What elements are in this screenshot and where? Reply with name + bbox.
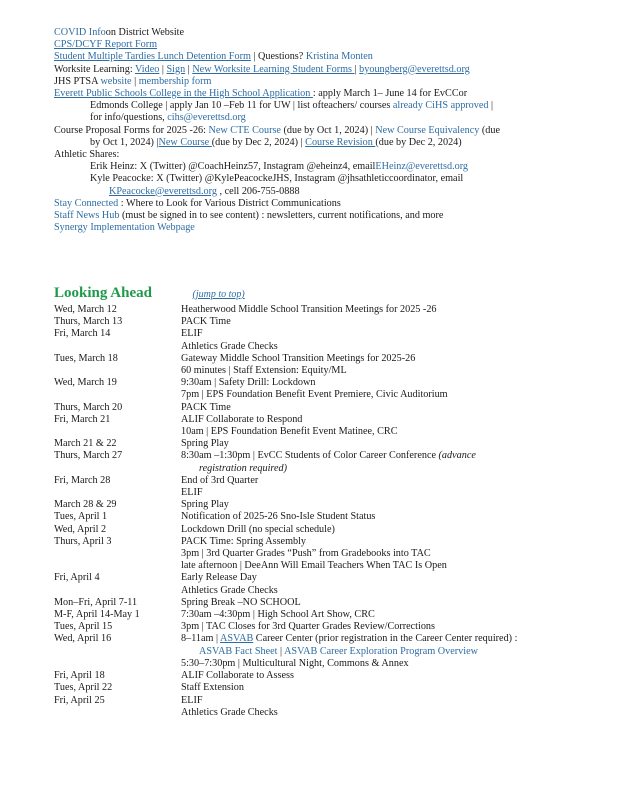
schedule-events bbox=[181, 621, 594, 633]
erik-email-link[interactable]: EHeinz@everettsd.org bbox=[375, 161, 469, 173]
schedule-row bbox=[54, 328, 594, 352]
schedule-events bbox=[181, 511, 594, 523]
schedule-event: Lockdown Drill (no special schedule) bbox=[181, 523, 335, 535]
tardies-line bbox=[54, 51, 594, 63]
schedule-event: 8–11am | ASVAB Career Center (prior registration in the Career Center required) : bbox=[181, 633, 518, 645]
schedule-event: Athletics Grade Checks bbox=[181, 584, 278, 596]
schedule-date: Tues, April 22 bbox=[54, 682, 113, 694]
schedule-events bbox=[181, 572, 594, 596]
schedule-row bbox=[54, 597, 594, 609]
new-course-link[interactable]: New Course bbox=[158, 136, 212, 148]
asvab-fact-sheet-link[interactable]: ASVAB Fact Sheet bbox=[199, 645, 278, 657]
schedule-row bbox=[54, 304, 594, 316]
kyle-cell: , cell 206-755-0888 bbox=[216, 185, 300, 197]
schedule-row bbox=[54, 524, 594, 536]
schedule-date: Wed, March 12 bbox=[54, 304, 117, 315]
schedule-event: ELIF bbox=[181, 328, 203, 340]
jump-to-top-link[interactable]: (jump to top) bbox=[192, 289, 245, 300]
worksite-forms-link[interactable]: New Worksite Learning Student Forms bbox=[192, 63, 355, 75]
schedule-event: PACK Time: Spring Assembly bbox=[181, 535, 307, 547]
stay-text: : Where to Look for Various District Communications bbox=[120, 197, 341, 209]
schedule-date: Thurs, April 3 bbox=[54, 535, 112, 547]
schedule-events bbox=[181, 695, 594, 719]
schedule-event: PACK Time bbox=[181, 401, 231, 413]
stay-connected-link[interactable]: Stay Connected bbox=[54, 197, 121, 209]
schedule-event: Athletics Grade Checks bbox=[181, 340, 278, 352]
schedule-event: 60 minutes | Staff Extension: Equity/ML bbox=[181, 365, 347, 377]
schedule-note: (advance bbox=[438, 450, 476, 462]
tardies-sep: | Questions? bbox=[250, 51, 306, 63]
course-line2-text: by Oct 1, 2024) | bbox=[90, 136, 159, 148]
synergy-link[interactable]: Synergy Implementation Webpage bbox=[54, 222, 195, 234]
schedule-row bbox=[54, 633, 594, 670]
schedule-date: M-F, April 14-May 1 bbox=[54, 609, 140, 621]
tardies-form-link[interactable]: Student Multiple Tardies Lunch Detention Form bbox=[54, 51, 251, 63]
staff-hub-line bbox=[54, 210, 594, 222]
course-revision-link[interactable]: Course Revision bbox=[305, 136, 376, 148]
ptsa-website-link[interactable]: website bbox=[100, 75, 132, 87]
schedule-events bbox=[181, 682, 594, 694]
schedule-date: March 28 & 29 bbox=[54, 499, 117, 511]
asvab-link[interactable]: ASVAB bbox=[220, 633, 254, 645]
schedule-events bbox=[181, 536, 594, 573]
schedule-events bbox=[181, 609, 594, 621]
schedule-events bbox=[181, 475, 594, 499]
schedule-event: 3pm | TAC Closes for 3rd Quarter Grades Review/Corrections bbox=[181, 621, 435, 633]
new-course-due: (due by Dec 2, 2024) | bbox=[211, 136, 306, 148]
schedule-date: Mon–Fri, April 7-11 bbox=[54, 596, 138, 608]
schedule-row bbox=[54, 438, 594, 450]
asvab-overview-link[interactable]: ASVAB Career Exploration Program Overview bbox=[284, 645, 478, 657]
schedule-date: Fri, March 14 bbox=[54, 328, 111, 340]
cps-line bbox=[54, 39, 594, 51]
schedule-events bbox=[181, 304, 594, 316]
schedule-event: Heatherwood Middle School Transition Meetings for 2025 -26 bbox=[181, 304, 437, 315]
cihs-approved-link[interactable]: already CiHS approved bbox=[392, 100, 489, 112]
schedule-events bbox=[181, 633, 594, 670]
schedule-event: End of 3rd Quarter bbox=[181, 474, 259, 486]
schedule-date: Thurs, March 20 bbox=[54, 401, 123, 413]
schedule-table bbox=[54, 304, 594, 719]
schedule-row bbox=[54, 682, 594, 694]
schedule-event: PACK Time bbox=[181, 316, 231, 328]
schedule-row bbox=[54, 536, 594, 573]
cihs-line-2: Edmonds College | apply Jan 10 –Feb 11 for UW | list ofteachers/ courses already CiHS approved | bbox=[90, 100, 494, 112]
schedule-event: 9:30am | Safety Drill: Lockdown bbox=[181, 377, 316, 389]
course-equivalency-link[interactable]: New Course Equivalency bbox=[375, 124, 480, 136]
schedule-events bbox=[181, 438, 594, 450]
erik-text: Erik Heinz: X (Twitter) @CoachHeinz57, Instagram @eheinz4, email bbox=[90, 161, 376, 173]
schedule-row bbox=[54, 316, 594, 328]
schedule-row bbox=[54, 353, 594, 377]
schedule-row bbox=[54, 621, 594, 633]
schedule-row bbox=[54, 402, 594, 414]
kyle-line-2 bbox=[54, 186, 594, 198]
schedule-event: ALIF Collaborate to Respond bbox=[181, 413, 303, 425]
schedule-event: 7:30am –4:30pm | High School Art Show, CRC bbox=[181, 609, 375, 621]
schedule-event: Athletics Grade Checks bbox=[181, 706, 278, 718]
schedule-date: Tues, April 1 bbox=[54, 511, 108, 523]
schedule-events bbox=[181, 353, 594, 377]
schedule-event: ELIF bbox=[181, 694, 203, 706]
cihs-application-link[interactable]: Everett Public Schools College in the High School Application bbox=[54, 88, 313, 100]
schedule-event: Early Release Day bbox=[181, 572, 257, 584]
schedule-row bbox=[54, 414, 594, 438]
schedule-events bbox=[181, 316, 594, 328]
cihs-email-link[interactable]: cihs@everettsd.org bbox=[167, 112, 246, 124]
course-line-2 bbox=[54, 137, 594, 149]
staff-news-hub-link[interactable]: Staff News Hub bbox=[54, 210, 120, 222]
schedule-date: March 21 & 22 bbox=[54, 438, 117, 450]
schedule-row bbox=[54, 499, 594, 511]
schedule-event: Spring Play bbox=[181, 438, 229, 450]
synergy-line bbox=[54, 222, 594, 234]
schedule-date: Wed, April 16 bbox=[54, 633, 112, 645]
staff-hub-text: (must be signed in to see content) : newsletters, current notifications, and more bbox=[119, 210, 444, 222]
cps-report-link[interactable]: CPS/DCYF Report Form bbox=[54, 39, 158, 51]
covid-suffix: on District Website bbox=[105, 27, 184, 38]
schedule-event: 10am | EPS Foundation Benefit Event Matinee, CRC bbox=[181, 426, 398, 438]
cihs-line-3 bbox=[54, 112, 594, 124]
schedule-date: Tues, April 15 bbox=[54, 621, 113, 633]
schedule-row bbox=[54, 511, 594, 523]
schedule-row bbox=[54, 572, 594, 596]
ptsa-line: JHS PTSA website | membership form bbox=[54, 75, 212, 87]
schedule-events bbox=[181, 450, 594, 474]
worksite-line: Worksite Learning: Video | Sign | New Worksite Learning Student Forms | byoungberg@everettsd.org bbox=[54, 63, 470, 75]
schedule-date: Fri, March 21 bbox=[54, 413, 111, 425]
cte-course-link[interactable]: New CTE Course bbox=[208, 124, 281, 136]
schedule-events bbox=[181, 524, 594, 536]
stay-line bbox=[54, 198, 594, 210]
schedule-note-cont: registration required) bbox=[199, 462, 288, 474]
schedule-date: Fri, April 4 bbox=[54, 572, 100, 584]
schedule-event: Spring Play bbox=[181, 499, 229, 511]
schedule-event: Staff Extension bbox=[181, 682, 244, 694]
schedule-date: Thurs, March 27 bbox=[54, 450, 123, 462]
cte-due: (due by Oct 1, 2024) | bbox=[280, 124, 376, 136]
schedule-date: Fri, April 25 bbox=[54, 694, 105, 706]
cihs-text-2: Edmonds College | apply Jan 10 –Feb 11 for UW | list ofteachers/ courses bbox=[90, 100, 393, 112]
covid-line bbox=[54, 27, 594, 39]
tardies-contact-link[interactable]: Kristina Monten bbox=[305, 51, 373, 63]
schedule-events bbox=[181, 377, 594, 401]
schedule-row bbox=[54, 609, 594, 621]
schedule-date: Fri, March 28 bbox=[54, 474, 111, 486]
covid-link[interactable]: COVID Info bbox=[54, 27, 106, 38]
schedule-event: late afternoon | DeeAnn Will Email Teachers When TAC Is Open bbox=[181, 560, 447, 572]
schedule-events bbox=[181, 328, 594, 352]
course-line bbox=[54, 125, 594, 137]
erik-line bbox=[54, 161, 594, 173]
schedule-event: ASVAB Fact Sheet | ASVAB Career Exploration Program Overview bbox=[199, 645, 478, 657]
schedule-events bbox=[181, 597, 594, 609]
schedule-date: Wed, March 19 bbox=[54, 377, 117, 389]
cihs-line bbox=[54, 88, 594, 100]
looking-ahead-header bbox=[54, 285, 594, 302]
schedule-date: Thurs, March 13 bbox=[54, 316, 123, 328]
schedule-event: ELIF bbox=[181, 487, 203, 499]
schedule-date: Fri, April 18 bbox=[54, 670, 105, 682]
revision-due: (due by Dec 2, 2024) bbox=[375, 136, 462, 148]
schedule-row bbox=[54, 450, 594, 474]
looking-ahead-title: Looking Ahead bbox=[54, 285, 152, 301]
athletic-heading: Athletic Shares: bbox=[54, 149, 120, 161]
kyle-email-link[interactable]: KPeacocke@everettsd.org bbox=[109, 185, 217, 197]
ptsa-prefix: JHS PTSA bbox=[54, 75, 101, 87]
course-prefix: Course Proposal Forms for 2025 -26: bbox=[54, 124, 209, 136]
schedule-event: Spring Break –NO SCHOOL bbox=[181, 596, 301, 608]
schedule-row bbox=[54, 695, 594, 719]
schedule-date: Wed, April 2 bbox=[54, 523, 107, 535]
schedule-events bbox=[181, 402, 594, 414]
ptsa-membership-link[interactable]: membership form bbox=[138, 75, 212, 87]
schedule-date: Tues, March 18 bbox=[54, 352, 118, 364]
cihs-text: : apply March 1– June 14 for EvCCor bbox=[312, 88, 468, 100]
worksite-sign-link[interactable]: Sign bbox=[166, 63, 186, 75]
schedule-row bbox=[54, 670, 594, 682]
schedule-event: Gateway Middle School Transition Meetings for 2025-26 bbox=[181, 352, 416, 364]
kyle-line: Kyle Peacocke: X (Twitter) @KylePeacockeJHS, Instagram @jhsathleticcoordinator, email bbox=[90, 173, 464, 185]
schedule-event: ALIF Collaborate to Assess bbox=[181, 670, 294, 682]
resource-links bbox=[54, 27, 594, 234]
worksite-video-link[interactable]: Video bbox=[135, 63, 160, 75]
schedule-row bbox=[54, 377, 594, 401]
schedule-event: 3pm | 3rd Quarter Grades “Push” from Gradebooks into TAC bbox=[181, 548, 431, 560]
schedule-row bbox=[54, 475, 594, 499]
worksite-email-link[interactable]: byoungberg@everettsd.org bbox=[359, 63, 470, 75]
schedule-event: 5:30–7:30pm | Multicultural Night, Commons & Annex bbox=[181, 657, 409, 669]
schedule-events bbox=[181, 414, 594, 438]
schedule-events bbox=[181, 499, 594, 511]
cihs-text-3: for info/questions, bbox=[90, 112, 168, 124]
equiv-due: (due bbox=[479, 124, 500, 136]
schedule-event: 8:30am –1:30pm | EvCC Students of Color Career Conference (advance bbox=[181, 450, 476, 462]
schedule-event: Notification of 2025-26 Sno-Isle Student Status bbox=[181, 511, 376, 523]
schedule-event: 7pm | EPS Foundation Benefit Event Premiere, Civic Auditorium bbox=[181, 389, 448, 401]
schedule-events bbox=[181, 670, 594, 682]
worksite-prefix: Worksite Learning: bbox=[54, 63, 136, 75]
